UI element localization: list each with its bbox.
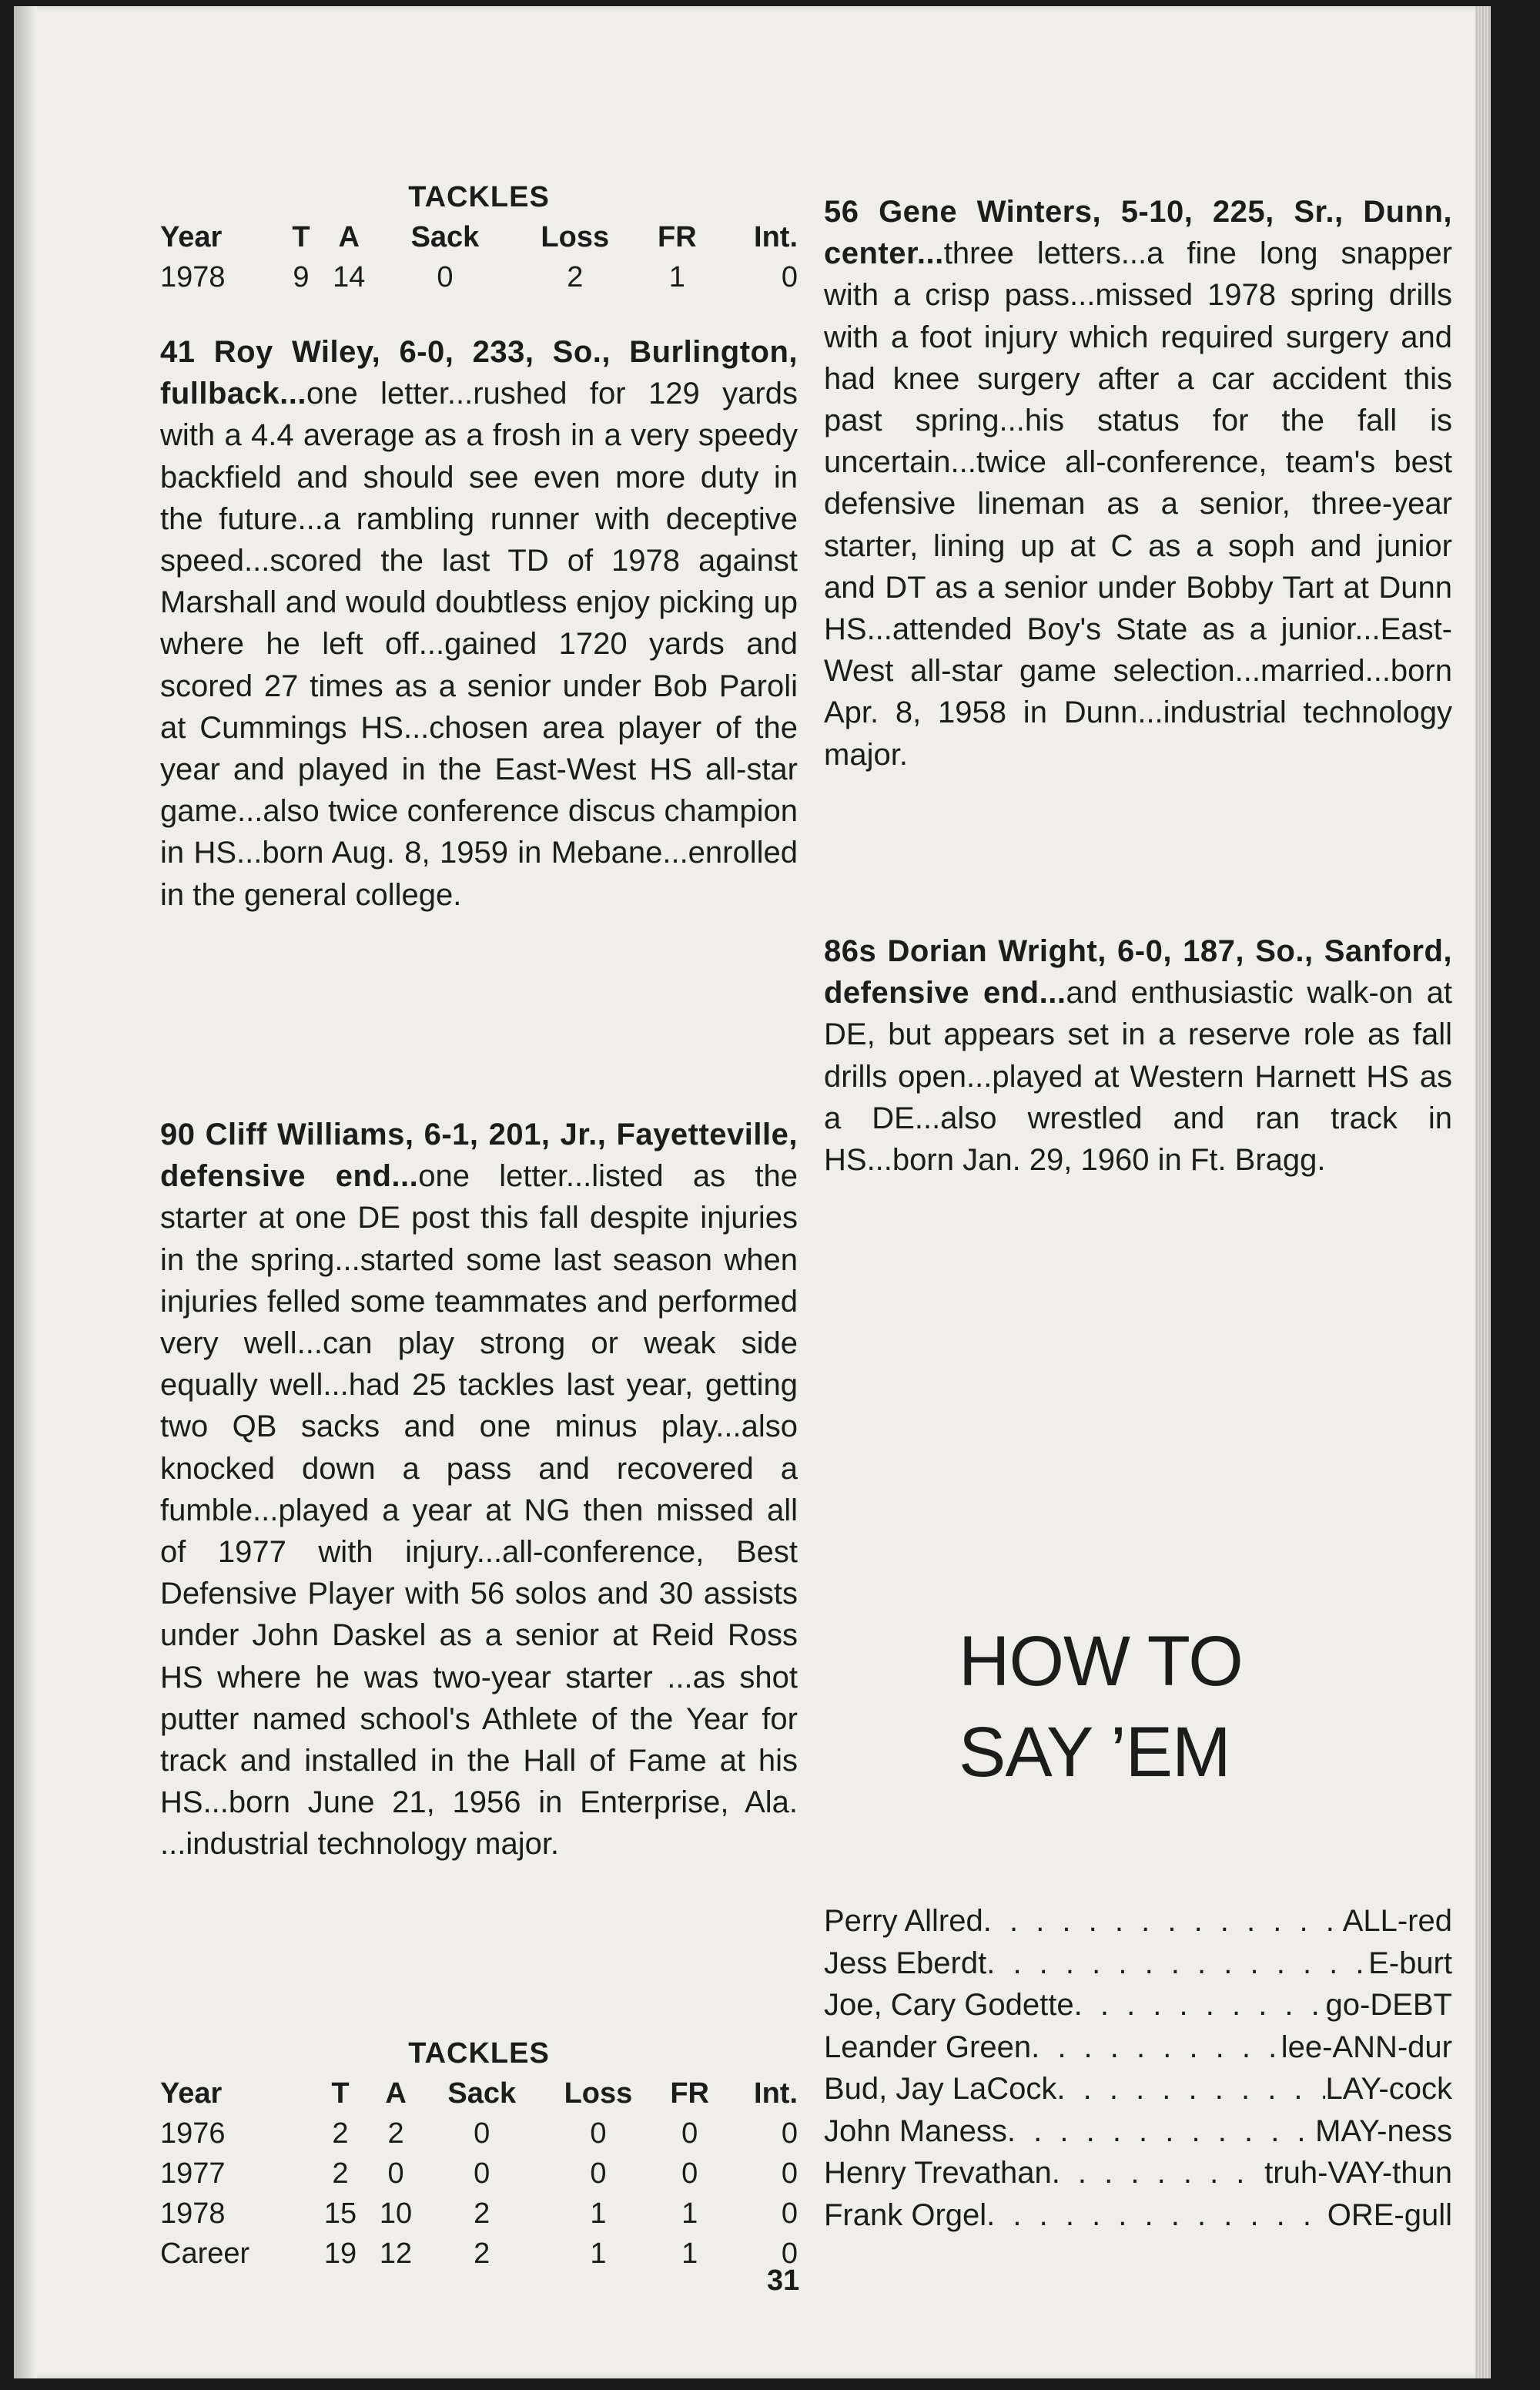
pronunciation: LAY-cock (1325, 2072, 1452, 2106)
table-cell: 2 (332, 2117, 349, 2150)
bio-gene-winters (824, 191, 1452, 776)
col-header: Sack (447, 2077, 517, 2110)
table-row (160, 2113, 798, 2154)
bio-text: and enthusiastic walk-on at DE, but appears set in a reserve role as fall drills open...played at Western Harnett HS as a DE...also wrestled and ran track in HS...born Jan. 29, 1960 in Ft. Bragg. (824, 976, 1452, 1178)
leader-dots (1074, 1984, 1326, 2026)
how-to-say-em-heading (959, 1616, 1359, 1798)
player-name: Perry Allred (824, 1904, 983, 1938)
col-header: Loss (541, 221, 610, 253)
heading-line: HOW TO (959, 1622, 1243, 1701)
list-item (824, 2110, 1452, 2153)
bio-text: one letter...listed as the starter at one DE post this fall despite injuries in the spring...started some last season when injuries felled some teammates and performed very well...can play strong or weak side equally well...had 25 tackles last year, getting two QB sacks and one minus play...also knocked down a pass and recovered a fumble...played a year at NG then missed all of 1977 with injury...all-conference, Best Defensive Player with 56 solos and 30 assists under John Daskel as a senior at Reid Ross HS where he was two-year starter ...as shot putter named school's Athlete of the Year for track and installed in the Hall of Fame at his HS...born June 21, 1956 in Enterprise, Ala. ...industrial technology major. (160, 1159, 798, 1862)
table-cell: 0 (387, 2157, 404, 2190)
tackles-table-wiley (160, 177, 798, 297)
list-item (824, 2194, 1452, 2237)
player-name: John Maness (824, 2113, 1007, 2148)
page-spine-shadow (14, 6, 37, 2378)
col-header: Int. (754, 221, 798, 253)
bio-lead: 56 Gene Winters, 5-10, 225, Sr., Dunn, center... (824, 195, 1452, 271)
leader-dots (986, 1943, 1368, 1985)
bio-lead: 86s Dorian Wright, 6-0, 187, So., Sanford, defensive end... (824, 934, 1452, 1011)
table-cell: Career (160, 2237, 250, 2270)
col-header: Year (160, 221, 223, 253)
player-name: Henry Trevathan (824, 2156, 1052, 2190)
page (14, 6, 1491, 2378)
pronunciation-list (824, 1900, 1452, 2236)
table-cell: 0 (781, 2237, 798, 2270)
list-item (824, 1984, 1452, 2026)
table-cell: 10 (379, 2197, 413, 2230)
table-cell: 0 (781, 2117, 798, 2150)
table-cell: 0 (781, 261, 798, 293)
table-cell: 2 (387, 2117, 404, 2150)
table-row (160, 2234, 798, 2274)
table-cell: 0 (474, 2157, 490, 2190)
table-cell: 0 (781, 2157, 798, 2190)
bio-roy-wiley (160, 331, 798, 916)
table-cell: 19 (323, 2237, 357, 2270)
col-header: FR (670, 2077, 709, 2110)
table-cell: 2 (474, 2237, 490, 2270)
table-cell: 15 (323, 2197, 357, 2230)
leader-dots (983, 1900, 1343, 1943)
col-header: T (331, 2077, 350, 2110)
table-row (160, 2154, 798, 2194)
pronunciation: ORE-gull (1327, 2197, 1452, 2232)
table-cell: 0 (474, 2117, 490, 2150)
table-cell: 1 (590, 2237, 607, 2270)
pronunciation: E-burt (1368, 1946, 1452, 1980)
leader-dots (1031, 2026, 1281, 2069)
leader-dots (1052, 2152, 1264, 2194)
table-cell: 1976 (160, 2117, 226, 2150)
bio-cliff-williams (160, 1114, 798, 1865)
table-cell: 0 (437, 261, 454, 293)
table-cell: 1 (681, 2237, 698, 2270)
bio-text: three letters...a fine long snapper with a crisp pass...missed 1978 spring drills with a foot injury which required surgery and had knee surgery after a car accident this past spring...his status for the fall is uncertain...twice all-conference, team's best defensive lineman as a senior, three-year starter, lining up at C as a soph and junior and DT as a senior under Bobby Tart at Dunn HS...attended Boy's State as a junior...East-West all-star game selection...married...born Apr. 8, 1958 in Dunn...industrial technology major. (824, 236, 1452, 772)
leader-dots (986, 2194, 1327, 2237)
table-cell: 0 (590, 2117, 607, 2150)
col-header: FR (658, 221, 697, 253)
pronunciation: MAY-ness (1315, 2113, 1452, 2148)
table-cell: 9 (293, 261, 310, 293)
table-cell: 14 (333, 261, 366, 293)
pronunciation: ALL-red (1342, 1904, 1452, 1938)
table-header-row (160, 2073, 798, 2113)
list-item (824, 2152, 1452, 2194)
table-caption: TACKLES (408, 181, 550, 213)
col-header: A (338, 221, 360, 253)
col-header: Sack (410, 221, 480, 253)
table-cell: 1977 (160, 2157, 226, 2190)
bio-text: one letter...rushed for 129 yards with a 4.4 average as a frosh in a very speedy backfield and should see even more duty in the future...a rambling runner with deceptive speed...scored the last TD of 1978 against Marshall and would doubtless enjoy picking up where he left off...gained 1720 yards and scored 27 times as a senior under Bob Paroli at Cummings HS...chosen area player of the year and played in the East-West HS all-star game...also twice conference discus champion in HS...born Aug. 8, 1959 in Mebane...enrolled in the general college. (160, 377, 798, 912)
pronunciation: lee-ANN-dur (1281, 2030, 1452, 2064)
table-cell: 1978 (160, 261, 226, 293)
list-item (824, 2026, 1452, 2069)
tackles-table-williams (160, 2033, 798, 2274)
player-name: Frank Orgel (824, 2197, 987, 2232)
table-row (160, 2194, 798, 2234)
stats-table (160, 217, 798, 297)
table-cell: 1 (590, 2197, 607, 2230)
page-number: 31 (767, 2264, 800, 2297)
col-header: Int. (754, 2077, 798, 2110)
table-cell: 2 (332, 2157, 349, 2190)
table-cell: 0 (681, 2157, 698, 2190)
bio-lead: 41 Roy Wiley, 6-0, 233, So., Burlington, fullback... (160, 335, 798, 411)
bio-lead: 90 Cliff Williams, 6-1, 201, Jr., Fayetteville, defensive end... (160, 1118, 798, 1194)
table-cell: 12 (379, 2237, 413, 2270)
pronunciation: go-DEBT (1325, 1988, 1452, 2022)
col-header: A (385, 2077, 407, 2110)
stats-table (160, 2073, 798, 2274)
table-header-row (160, 217, 798, 257)
table-row (160, 257, 798, 297)
col-header: Loss (564, 2077, 633, 2110)
table-cell: 2 (567, 261, 584, 293)
table-cell: 0 (681, 2117, 698, 2150)
col-header: Year (160, 2077, 223, 2110)
list-item (824, 1900, 1452, 1943)
list-item (824, 1943, 1452, 1985)
table-cell: 1 (681, 2197, 698, 2230)
table-cell: 0 (590, 2157, 607, 2190)
pronunciation: truh-VAY-thun (1264, 2156, 1452, 2190)
table-cell: 1 (668, 261, 685, 293)
player-name: Jess Eberdt (824, 1946, 987, 1980)
table-cell: 1978 (160, 2197, 226, 2230)
col-header: T (292, 221, 310, 253)
player-name: Bud, Jay LaCock (824, 2072, 1057, 2106)
table-cell: 2 (474, 2197, 490, 2230)
player-name: Leander Green (824, 2030, 1032, 2064)
leader-dots (1056, 2068, 1325, 2110)
table-cell: 0 (781, 2197, 798, 2230)
page-edge (1475, 6, 1491, 2378)
player-name: Joe, Cary Godette (824, 1988, 1074, 2022)
list-item (824, 2068, 1452, 2110)
bio-dorian-wright (824, 930, 1452, 1181)
leader-dots (1007, 2110, 1315, 2153)
heading-line: SAY ’EM (959, 1713, 1230, 1792)
table-caption: TACKLES (408, 2037, 550, 2070)
